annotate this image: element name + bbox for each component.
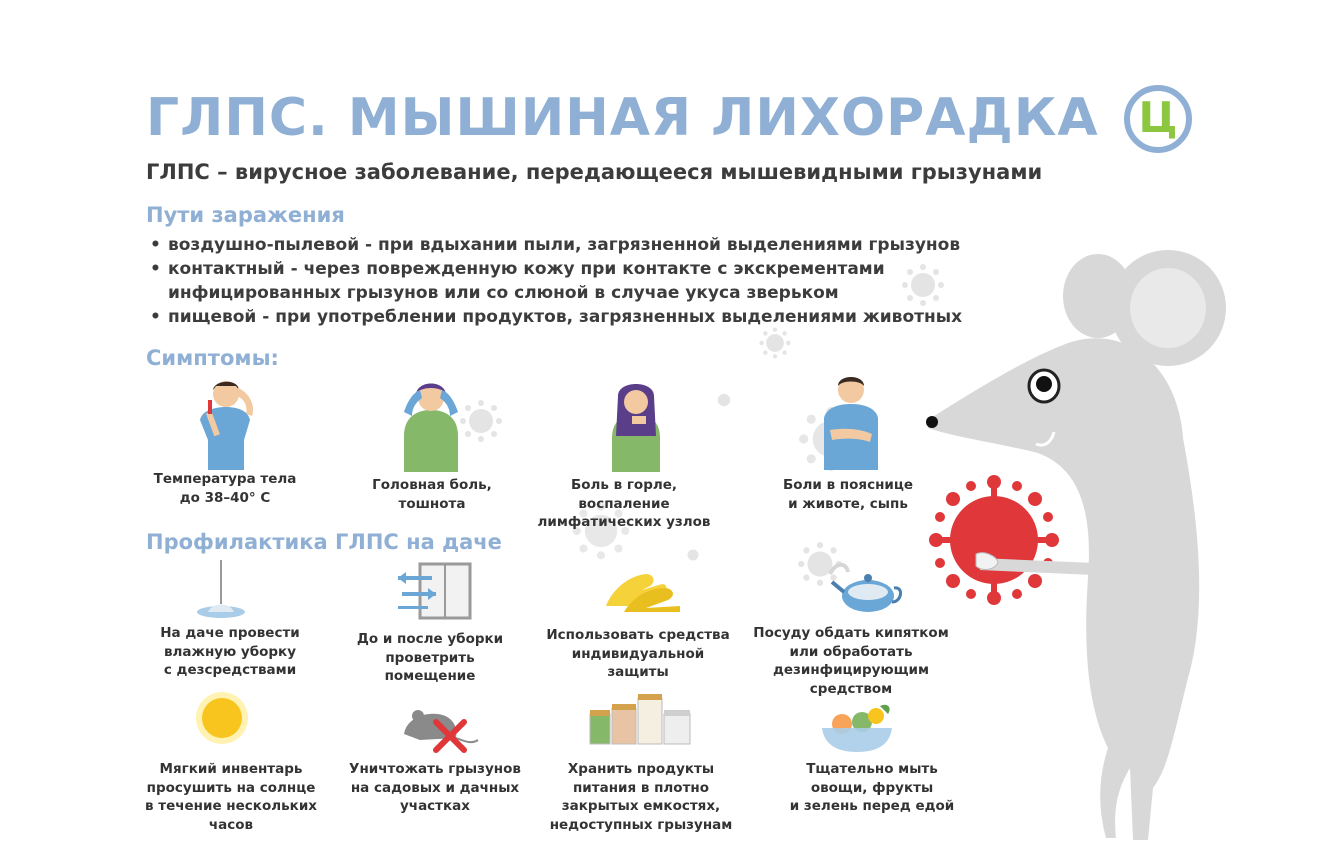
virus-decoration-icon — [686, 548, 700, 562]
symptom-caption: Температура тела до 38–40° С — [153, 471, 297, 506]
virus-decoration-icon — [716, 392, 732, 408]
logo-letter: Ц — [1138, 93, 1178, 142]
prevention-caption: На даче провести влажную уборку с дезсредствами — [160, 625, 300, 678]
mop-icon — [194, 560, 250, 622]
headache-person-icon — [398, 376, 464, 472]
virus-decoration-icon — [458, 398, 504, 444]
prevention-caption: Уничтожать грызунов на садовых и дачных участках — [349, 761, 521, 814]
prevention-caption: Посуду обдать кипятком или обработать дезинфицирующим средством — [753, 625, 949, 697]
prevention-caption: Тщательно мыть овощи, фрукты и зелень перед едой — [789, 761, 955, 814]
window-ventilation-icon — [398, 562, 474, 620]
logo — [1123, 84, 1193, 154]
page-title: ГЛПС. МЫШИНАЯ ЛИХОРАДКА — [146, 88, 1099, 148]
virus-icon — [926, 472, 1062, 608]
prevention-caption: Хранить продукты питания в плотно закрытых емкостях, недоступных грызунам — [549, 761, 733, 833]
list-item: • контактный - через поврежденную кожу при контакте с экскрементами — [146, 257, 962, 281]
prevention-caption: Использовать средства индивидуальной защиты — [546, 627, 730, 680]
mouse-paws — [970, 546, 1120, 586]
routes-list — [146, 233, 962, 329]
gloves-icon — [602, 566, 684, 614]
symptom-caption: Боли в пояснице и животе, сыпь — [782, 477, 914, 512]
prevention-caption: До и после уборки проветрить помещение — [356, 631, 504, 684]
list-item-continuation: инфицированных грызунов или со слюной в случае укуса зверьком — [168, 283, 839, 303]
prevention-caption: Мягкий инвентарь просушить на солнце в течение нескольких часов — [145, 761, 317, 833]
symptom-caption: Головная боль, тошнота — [372, 477, 492, 512]
prevention-heading: Профилактика ГЛПС на даче — [146, 530, 502, 554]
no-rodents-icon — [400, 704, 480, 754]
back-pain-person-icon — [816, 370, 886, 470]
storage-jars-icon — [588, 694, 694, 746]
page-subtitle: ГЛПС – вирусное заболевание, передающееся мышевидными грызунами — [146, 160, 1043, 184]
kettle-icon — [826, 560, 902, 616]
fever-person-icon — [186, 374, 266, 470]
sun-icon — [194, 690, 250, 746]
list-item: • воздушно-пылевой - при вдыхании пыли, загрязненной выделениями грызунов — [146, 233, 962, 257]
virus-decoration-icon — [758, 326, 792, 360]
symptoms-heading: Симптомы: — [146, 346, 279, 370]
routes-heading: Пути заражения — [146, 203, 345, 227]
sore-throat-person-icon — [606, 376, 666, 472]
washing-vegetables-icon — [818, 702, 896, 754]
symptom-caption: Боль в горле, воспаление лимфатических узлов — [537, 477, 711, 530]
list-item: • пищевой - при употреблении продуктов, загрязненных выделениями животных — [146, 305, 962, 329]
